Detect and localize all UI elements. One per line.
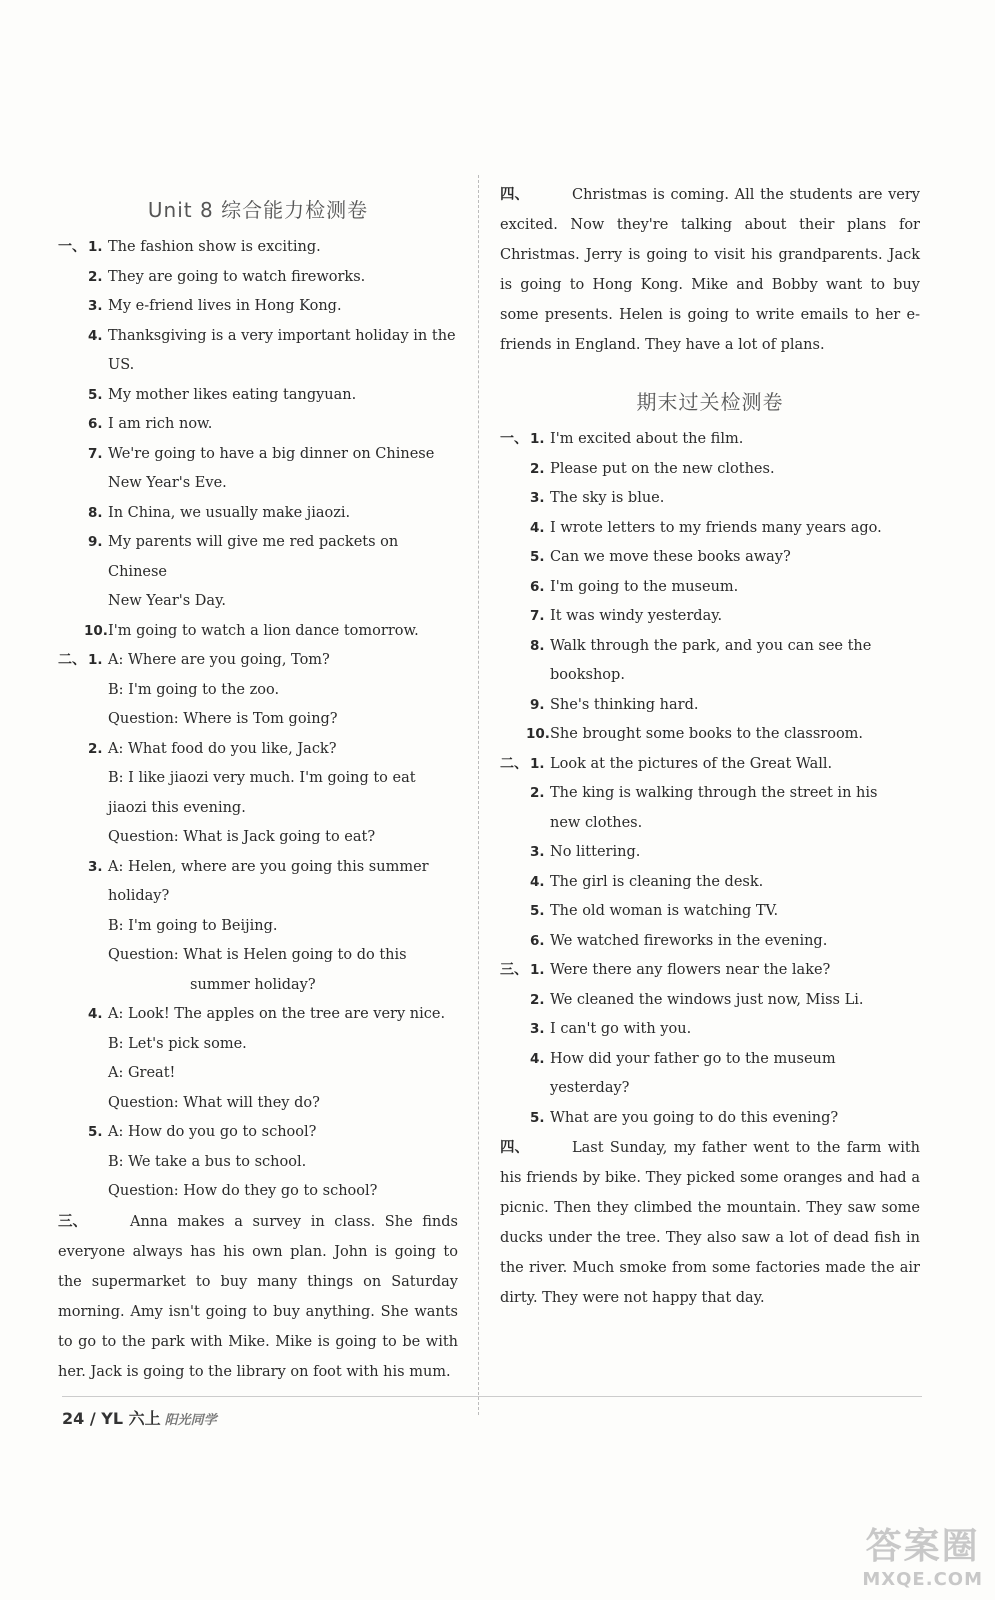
answer-text: A: What food do you like, Jack? xyxy=(108,740,337,757)
answer-text: Question: What will they do? xyxy=(108,1094,320,1111)
watermark-bottom: MXQE.COM xyxy=(862,1569,983,1590)
answer-text: I am rich now. xyxy=(108,416,213,432)
item-number: 7. xyxy=(88,445,103,462)
item-number: 1. xyxy=(530,431,545,447)
answer-row xyxy=(500,632,920,662)
answer-row xyxy=(500,514,920,544)
answer-row xyxy=(500,838,920,868)
right-section-3 xyxy=(500,956,920,1133)
answer-row xyxy=(58,941,458,971)
answer-text: My e-friend lives in Hong Kong. xyxy=(108,298,342,314)
answer-text: I'm excited about the film. xyxy=(550,431,744,447)
watermark xyxy=(862,1518,983,1590)
answer-row xyxy=(500,779,920,809)
answer-text: yesterday? xyxy=(550,1080,630,1096)
answer-text: Question: What is Jack going to eat? xyxy=(108,829,376,845)
answer-text: I wrote letters to my friends many years ago. xyxy=(550,519,882,536)
answer-row xyxy=(58,499,458,529)
answer-text: B: I'm going to Beijing. xyxy=(108,917,278,934)
brand-logo: 阳光同学 xyxy=(164,1413,217,1428)
page-footer xyxy=(62,1406,217,1429)
answer-text: Question: How do they go to school? xyxy=(108,1183,378,1199)
final-exam-title: 期末过关检测卷 xyxy=(636,390,784,414)
item-number: 9. xyxy=(88,534,103,550)
item-number: 4. xyxy=(88,1006,103,1022)
section-label: 二、 xyxy=(500,755,528,772)
answer-text: A: How do you go to school? xyxy=(108,1124,317,1140)
answer-text: Walk through the park, and you can see the xyxy=(550,637,872,654)
answer-row xyxy=(58,1177,458,1207)
answer-text: How did your father go to the museum xyxy=(550,1050,836,1067)
watermark-top: 答案圈 xyxy=(865,1526,980,1567)
left-column xyxy=(58,180,458,1387)
answer-text: She's thinking hard. xyxy=(550,696,699,713)
answer-text: B: Let's pick some. xyxy=(108,1035,247,1052)
item-number: 6. xyxy=(88,416,103,432)
answer-text: US. xyxy=(108,357,135,373)
answer-row xyxy=(58,705,458,735)
answer-text: The sky is blue. xyxy=(550,490,665,506)
answer-row xyxy=(58,735,458,765)
answer-row xyxy=(58,1148,458,1178)
section-label: 四、 xyxy=(500,1140,529,1156)
answer-text: In China, we usually make jiaozi. xyxy=(108,504,351,521)
answer-row xyxy=(58,676,458,706)
answer-text: New Year's Eve. xyxy=(108,475,227,491)
left-section-3 xyxy=(58,1207,458,1387)
answer-row xyxy=(500,543,920,573)
unit8-title: Unit 8 综合能力检测卷 xyxy=(147,198,369,222)
answer-row xyxy=(58,646,458,676)
answer-row xyxy=(58,440,458,470)
answer-row xyxy=(58,1118,458,1148)
answer-text: B: I'm going to the zoo. xyxy=(108,681,280,698)
answer-row xyxy=(500,573,920,603)
answer-text: The fashion show is exciting. xyxy=(108,239,321,255)
item-number: 1. xyxy=(88,239,103,255)
section-label: 一、 xyxy=(58,239,86,255)
answer-row xyxy=(500,750,920,780)
answer-text: Question: What is Helen going to do this xyxy=(108,947,407,963)
item-number: 3. xyxy=(530,1021,545,1037)
section-label: 三、 xyxy=(58,1213,87,1230)
item-number: 6. xyxy=(530,932,545,949)
answer-row xyxy=(58,882,458,912)
answer-row xyxy=(500,455,920,485)
answer-text: New Year's Day. xyxy=(108,593,226,609)
answer-row xyxy=(500,425,920,455)
answer-row xyxy=(58,587,458,617)
answer-text: I can't go with you. xyxy=(550,1021,692,1037)
answer-row xyxy=(500,956,920,986)
section-3-paragraph: Anna makes a survey in class. She finds everyone always has his own plan. John is going to the supermarket to buy many things on Saturday morning. Amy isn't going to buy anything. She wants to go to the park with Mike. Mike is going to be with her. Jack is going to the library on foot with his mum. xyxy=(58,1213,458,1380)
section-label: 三、 xyxy=(500,962,528,978)
answer-row xyxy=(500,691,920,721)
answer-row xyxy=(58,794,458,824)
answer-text: We watched fireworks in the evening. xyxy=(550,932,828,949)
answer-text: Look at the pictures of the Great Wall. xyxy=(550,755,833,772)
column-divider xyxy=(478,175,479,1415)
answer-row xyxy=(500,1104,920,1134)
left-section-1 xyxy=(58,233,458,646)
answer-row xyxy=(500,602,920,632)
answer-row xyxy=(58,823,458,853)
answer-text: Were there any flowers near the lake? xyxy=(550,962,831,978)
answer-row xyxy=(58,322,458,352)
item-number: 4. xyxy=(88,327,103,344)
answer-row xyxy=(500,868,920,898)
answer-row xyxy=(58,853,458,883)
item-number: 5. xyxy=(88,1124,103,1140)
answer-row xyxy=(500,484,920,514)
item-number: 4. xyxy=(530,519,545,536)
answer-row xyxy=(58,1059,458,1089)
answer-text: Can we move these books away? xyxy=(550,549,791,565)
answer-text: holiday? xyxy=(108,888,170,904)
item-number: 2. xyxy=(88,268,103,285)
answer-text: My parents will give me red packets on Chinese xyxy=(108,534,399,580)
section-4b-paragraph: Last Sunday, my father went to the farm with his friends by bike. They picked some oranges and had a picnic. Then they climbed the mountain. They saw some ducks under the tree. They also saw a lot of dead fish in the river. Much smoke from some factories made the air dirty. They were not happy that day. xyxy=(500,1140,920,1306)
answer-row xyxy=(500,661,920,691)
answer-row xyxy=(58,971,458,1001)
item-number: 5. xyxy=(530,903,545,919)
item-number: 1. xyxy=(530,755,545,772)
answer-text: We're going to have a big dinner on Chinese xyxy=(108,445,435,462)
answer-text: My mother likes eating tangyuan. xyxy=(108,386,357,403)
answer-row xyxy=(58,764,458,794)
item-number: 2. xyxy=(530,991,545,1008)
right-section-4 xyxy=(500,180,920,360)
item-number: 10. xyxy=(84,622,108,639)
section-label: 一、 xyxy=(500,431,528,447)
item-number: 1. xyxy=(88,652,103,668)
answer-text: She brought some books to the classroom. xyxy=(550,726,864,742)
answer-text: A: Where are you going, Tom? xyxy=(108,652,330,668)
answer-row xyxy=(58,351,458,381)
left-section-2 xyxy=(58,646,458,1207)
item-number: 8. xyxy=(88,504,103,521)
answer-text: A: Great! xyxy=(108,1065,176,1081)
item-number: 5. xyxy=(530,1109,545,1126)
answer-text: B: We take a bus to school. xyxy=(108,1153,307,1170)
answer-row xyxy=(500,720,920,750)
item-number: 2. xyxy=(530,460,545,477)
section-label: 四、 xyxy=(500,187,529,203)
item-number: 4. xyxy=(530,1050,545,1067)
answer-text: I'm going to the museum. xyxy=(550,578,739,595)
answer-row xyxy=(58,263,458,293)
answer-text: It was windy yesterday. xyxy=(550,608,723,624)
item-number: 5. xyxy=(530,549,545,565)
item-number: 9. xyxy=(530,696,545,713)
answer-row xyxy=(58,233,458,263)
answer-text: The girl is cleaning the desk. xyxy=(550,873,764,890)
right-section-1 xyxy=(500,425,920,750)
item-number: 2. xyxy=(88,740,103,757)
answer-text: No littering. xyxy=(550,844,641,860)
answer-text: A: Look! The apples on the tree are very nice. xyxy=(108,1006,446,1022)
item-number: 4. xyxy=(530,873,545,890)
answer-row xyxy=(500,1015,920,1045)
item-number: 3. xyxy=(530,490,545,506)
answer-row xyxy=(58,912,458,942)
answer-row xyxy=(58,1089,458,1119)
answer-row xyxy=(58,528,458,587)
item-number: 1. xyxy=(530,962,545,978)
answer-row xyxy=(500,1074,920,1104)
answer-row xyxy=(500,927,920,957)
item-number: 7. xyxy=(530,608,545,624)
right-section-4b xyxy=(500,1133,920,1313)
answer-row xyxy=(58,410,458,440)
answer-text: jiaozi this evening. xyxy=(108,799,246,816)
answer-text: Question: Where is Tom going? xyxy=(108,711,338,727)
right-column xyxy=(500,180,920,1313)
answer-text: The king is walking through the street in his xyxy=(550,785,878,801)
answer-row xyxy=(58,381,458,411)
answer-row xyxy=(58,617,458,647)
answer-text: bookshop. xyxy=(550,667,625,683)
answer-row xyxy=(500,809,920,839)
answer-row xyxy=(500,986,920,1016)
answer-row xyxy=(58,1030,458,1060)
footer-rule xyxy=(62,1396,922,1397)
answer-row xyxy=(500,1045,920,1075)
item-number: 10. xyxy=(526,726,550,742)
item-number: 6. xyxy=(530,578,545,595)
answer-text: A: Helen, where are you going this summer xyxy=(108,858,429,875)
answer-row xyxy=(500,897,920,927)
item-number: 3. xyxy=(88,858,103,875)
item-number: 2. xyxy=(530,785,545,801)
item-number: 3. xyxy=(530,844,545,860)
section-4-paragraph: Christmas is coming. All the students are very excited. Now they're talking about their plans for Christmas. Jerry is going to visit his grandparents. Jack is going to Hong Kong. Mike and Bobby want to buy some presents. Helen is going to write emails to her e-friends in England. They have a lot of plans. xyxy=(500,187,920,353)
answer-row xyxy=(58,1000,458,1030)
item-number: 8. xyxy=(530,637,545,654)
item-number: 3. xyxy=(88,298,103,314)
answer-text: They are going to watch fireworks. xyxy=(108,268,366,285)
answer-text: I'm going to watch a lion dance tomorrow. xyxy=(108,622,419,639)
page-number: 24 / YL 六上 xyxy=(62,1409,161,1428)
item-number: 5. xyxy=(88,386,103,403)
answer-text: summer holiday? xyxy=(190,976,316,993)
answer-text: B: I like jiaozi very much. I'm going to eat xyxy=(108,770,416,786)
section-label: 二、 xyxy=(58,652,86,668)
answer-text: The old woman is watching TV. xyxy=(550,903,779,919)
answer-row xyxy=(58,469,458,499)
answer-row xyxy=(58,292,458,322)
answer-text: Please put on the new clothes. xyxy=(550,460,775,477)
answer-text: new clothes. xyxy=(550,814,643,831)
answer-text: We cleaned the windows just now, Miss Li. xyxy=(550,991,864,1008)
right-section-2 xyxy=(500,750,920,957)
answer-text: What are you going to do this evening? xyxy=(550,1109,839,1126)
answer-text: Thanksgiving is a very important holiday in the xyxy=(108,327,456,344)
